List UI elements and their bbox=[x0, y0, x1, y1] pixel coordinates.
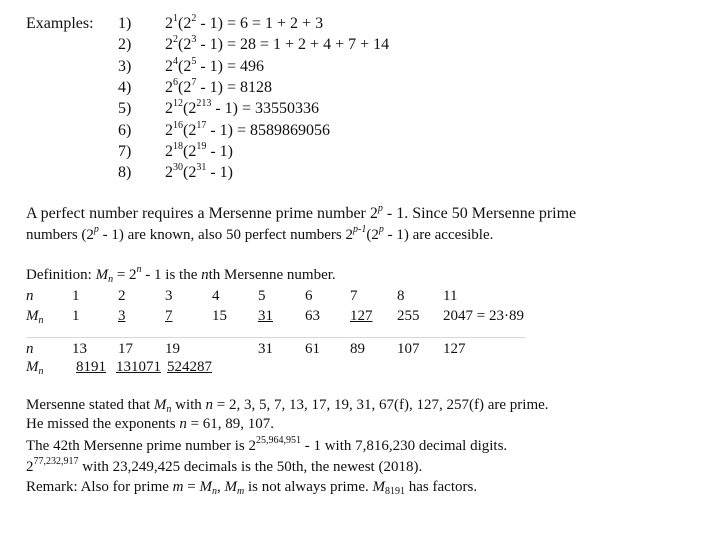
table2-n-value: 17 bbox=[118, 341, 133, 357]
table1-n-value: 2 bbox=[118, 288, 126, 304]
table2-n-value: 107 bbox=[397, 341, 420, 357]
example-number: 3) bbox=[118, 57, 132, 75]
table2-n-value: 31 bbox=[258, 341, 273, 357]
example-formula: $2^6(2^7 - 1) = 8128$ bbox=[165, 76, 273, 96]
table1-n-value: 4 bbox=[212, 288, 220, 304]
table2-m-value: 524287 bbox=[167, 359, 212, 375]
example-formula: $2^{16}(2^{17} - 1) = 8589869056$ bbox=[165, 119, 331, 139]
example-number: 1) bbox=[118, 15, 132, 32]
table2-n-value: 19 bbox=[165, 341, 180, 357]
50th-prime-line: 2$^{77,232,917}$ with 23,249,425 decimals is the 50th, the newest (2018). bbox=[26, 456, 423, 475]
table1-n-value: 3 bbox=[165, 288, 173, 304]
table2-n-label: n bbox=[26, 341, 34, 357]
table1-m-value: 255 bbox=[397, 308, 420, 324]
table1-n-value: 7 bbox=[350, 288, 358, 304]
definition-line: Definition: $M_n = 2^n - 1$ is the nth Mersenne number. bbox=[26, 264, 336, 285]
example-formula: $2^{18}(2^{19} - 1)$ bbox=[165, 140, 233, 160]
table1-m-label: $M_n$ bbox=[26, 308, 44, 326]
table1-m-value: 63 bbox=[305, 308, 320, 324]
42th-prime-line: The 42th Mersenne prime number is 2$^{25,964,951}$ - 1 with 7,816,230 decimal digits. bbox=[26, 435, 508, 454]
example-formula: $2^{12}(2^{213} - 1) = 33550336$ bbox=[165, 98, 320, 118]
perfect-number-line-2: numbers (2$^p$ - 1) are known, also 50 perfect numbers 2$^{p-1}$(2$^p$ - 1) are accesible. bbox=[26, 224, 494, 243]
table2-n-value: 13 bbox=[72, 341, 87, 357]
table1-m-value: 2047 = 23·89 bbox=[443, 308, 524, 324]
example-formula: $2^2(2^3 - 1) = 28 = 1 + 2 + 4 + 7 + 14$ bbox=[165, 34, 390, 54]
table1-m-value: 3 bbox=[118, 308, 126, 324]
mersenne-stated-line: Mersenne stated that $M_n$ with n = 2, 3, 5, 7, 13, 17, 19, 31, 67(f), 127, 257(f) are prime. bbox=[26, 397, 549, 415]
table2-m-value: 131071 bbox=[116, 359, 161, 375]
table2-m-label: $M_n$ bbox=[26, 359, 44, 377]
table2-n-value: 61 bbox=[305, 341, 320, 357]
perfect-number-line-1: A perfect number requires a Mersenne prime number 2$^p$ - 1. Since 50 Mersenne prime bbox=[26, 203, 577, 222]
table1-m-value: 127 bbox=[350, 308, 373, 324]
table1-m-value: 7 bbox=[165, 308, 173, 324]
table2-m-value: 8191 bbox=[76, 359, 106, 375]
examples-label: Examples: bbox=[26, 15, 94, 32]
table2-n-value: 89 bbox=[350, 341, 365, 357]
example-number: 7) bbox=[118, 142, 132, 160]
example-number: 8) bbox=[118, 164, 132, 182]
missed-exponents-line: He missed the exponents n = 61, 89, 107. bbox=[26, 416, 275, 432]
table1-m-value: 15 bbox=[212, 308, 227, 324]
table1-n-value: 5 bbox=[258, 288, 266, 304]
table1-m-value: 1 bbox=[72, 308, 80, 324]
table-divider bbox=[26, 337, 526, 338]
example-number: 5) bbox=[118, 100, 132, 118]
example-number: 6) bbox=[118, 121, 132, 139]
table1-n-value: 1 bbox=[72, 288, 80, 304]
example-number: 4) bbox=[118, 78, 132, 96]
table1-n-value: 11 bbox=[443, 288, 458, 304]
table1-m-value: 31 bbox=[258, 308, 273, 324]
example-number: 2) bbox=[118, 36, 132, 54]
table1-n-value: 8 bbox=[397, 288, 405, 304]
remark-line: Remark: Also for prime $m = M_n$, $M_m$ is not always prime. $M_{8191}$ has factors. bbox=[26, 479, 478, 497]
table1-n-value: 6 bbox=[305, 288, 313, 304]
example-formula: $2^4(2^5 - 1) = 496$ bbox=[165, 55, 265, 75]
table2-n-value: 127 bbox=[443, 341, 466, 357]
example-formula: $2^1(2^2 - 1) = 6 = 1 + 2 + 3$ bbox=[165, 13, 324, 32]
table1-n-label: n bbox=[26, 288, 34, 304]
example-formula: $2^{30}(2^{31} - 1)$ bbox=[165, 162, 233, 182]
